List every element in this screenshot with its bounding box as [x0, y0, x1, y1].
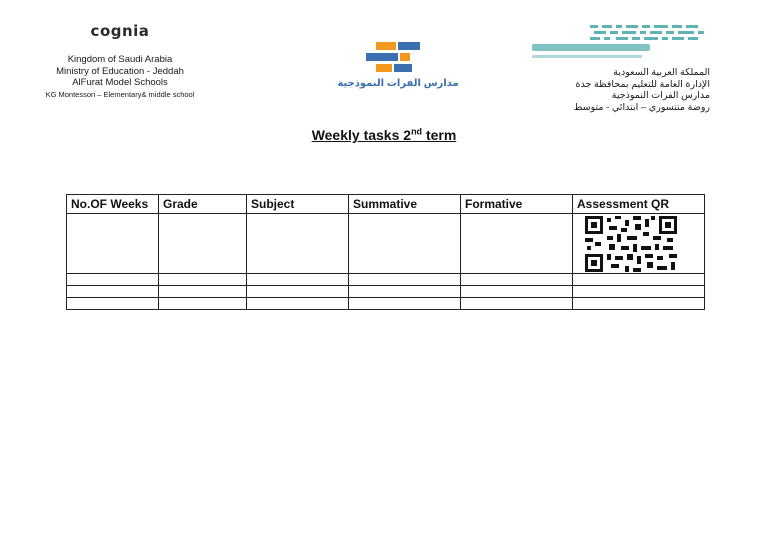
- col-header-formative: Formative: [461, 195, 573, 214]
- title-superscript: nd: [411, 126, 423, 136]
- table-cell[interactable]: [67, 274, 159, 286]
- table-cell[interactable]: [67, 298, 159, 310]
- table-cell[interactable]: [247, 274, 349, 286]
- header-right-line-4: روضة منتسوري – ابتدائي - متوسط: [573, 101, 710, 113]
- table-row: [67, 286, 705, 298]
- col-header-grade: Grade: [159, 195, 247, 214]
- table-cell[interactable]: [159, 286, 247, 298]
- table-row: [67, 298, 705, 310]
- col-header-weeks: No.OF Weeks: [67, 195, 159, 214]
- weekly-tasks-table: [66, 194, 705, 310]
- table-cell[interactable]: [573, 274, 705, 286]
- table-cell[interactable]: [159, 298, 247, 310]
- title-tail: term: [422, 126, 457, 143]
- table-cell[interactable]: [573, 286, 705, 298]
- header-right-line-2: الإدارة العامة للتعليم بمحافظة جدة: [575, 78, 710, 90]
- header-left-line-4: KG Montessori – Elementary& middle school: [45, 89, 195, 99]
- header-left-line-1: Kingdom of Saudi Arabia: [67, 54, 173, 65]
- header-left-line-2: Ministry of Education - Jeddah: [56, 65, 184, 77]
- table-cell[interactable]: [67, 214, 159, 274]
- table-cell[interactable]: [159, 214, 247, 274]
- table-cell[interactable]: [461, 274, 573, 286]
- title-main: Weekly tasks 2: [311, 126, 412, 143]
- header-left-line-3: AlFurat Model Schools: [72, 77, 168, 88]
- qr-code-icon[interactable]: [585, 216, 677, 272]
- table-row: [67, 274, 705, 286]
- header-right-line-1: المملكة العربية السعودية: [613, 67, 710, 78]
- cognia-logo: cognia: [90, 22, 150, 40]
- table-cell[interactable]: [349, 286, 461, 298]
- col-header-assessment-qr: Assessment QR: [573, 195, 705, 214]
- school-header-right: [530, 67, 710, 113]
- col-header-subject: Subject: [247, 195, 349, 214]
- school-header-left: [20, 22, 220, 100]
- table-cell[interactable]: [573, 298, 705, 310]
- alfurat-logo-text: مدارس الفرات النموذجية: [337, 78, 459, 89]
- ministry-of-education-logo: [528, 22, 713, 64]
- table-cell[interactable]: [349, 214, 461, 274]
- table-cell[interactable]: [349, 298, 461, 310]
- col-header-summative: Summative: [349, 195, 461, 214]
- table-header-row: [67, 195, 705, 214]
- table-cell[interactable]: [461, 214, 573, 274]
- table-cell[interactable]: [247, 214, 349, 274]
- table-cell[interactable]: [247, 286, 349, 298]
- table-cell[interactable]: [461, 286, 573, 298]
- table-cell[interactable]: [461, 298, 573, 310]
- table-cell[interactable]: [159, 274, 247, 286]
- table-cell: [573, 214, 705, 274]
- page-title: [0, 126, 768, 143]
- table-cell[interactable]: [247, 298, 349, 310]
- table-cell[interactable]: [67, 286, 159, 298]
- header-right-line-3: مدارس الفرات النموذجية: [611, 90, 710, 101]
- table-row: [67, 214, 705, 274]
- table-cell[interactable]: [349, 274, 461, 286]
